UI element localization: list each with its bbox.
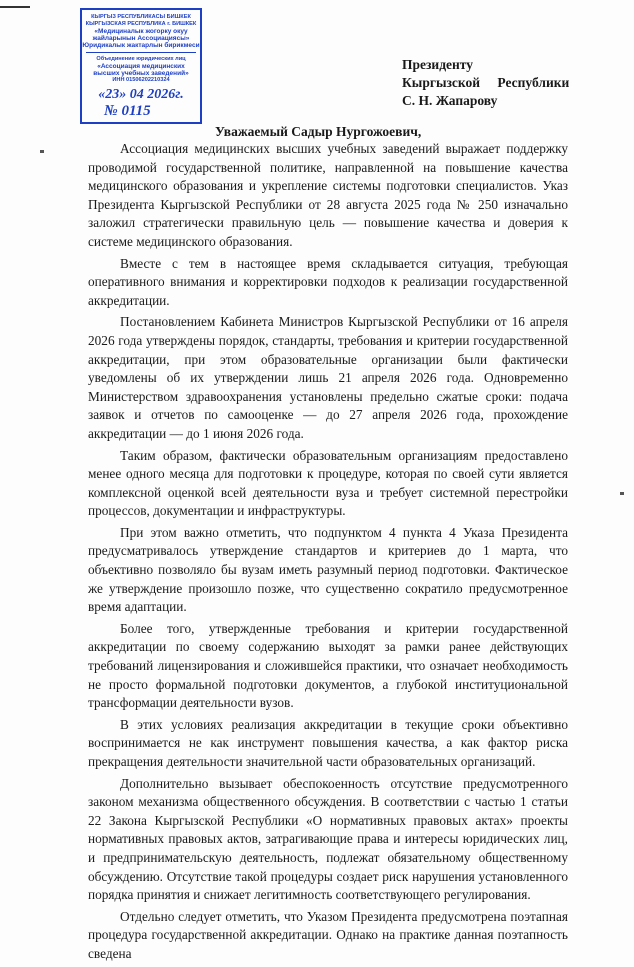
paragraph: Постановлением Кабинета Министров Кыргызской Республики от 16 апреля 2026 года утверждены порядок, стандарты, требования и критерии государственной аккредитации, при этом образовательные организации были фактически уведомлены об их утверждении лишь 21 апреля 2026 года. Одновременно Министерством здравоохранения установлены предельно сжатые сроки: подача заявок и отчетов по самооценке — до 27 апреля 2026 года, прохождение аккредитации — до 1 июня 2026 года. <box>88 314 568 441</box>
scan-speck <box>620 492 624 495</box>
paragraph: При этом важно отметить, что подпунктом 4 пункта 4 Указа Президента предусматривалось утверждение стандартов и критериев до 1 марта, что объективно позволяло бы вузам иметь разумный период подготовки. Фактическое же утверждение произошло позже, что существенно сократило предусмотренное время адаптации. <box>88 524 568 615</box>
stamp-divider <box>86 52 196 53</box>
addressee-block <box>402 56 569 110</box>
stamp-line: КЫРГЫЗ РЕСПУБЛИКАСЫ БИШКЕК <box>91 14 191 20</box>
stamp-line: высших учебных заведений» <box>93 70 189 77</box>
paragraph: Вместе с тем в настоящее время складывается ситуация, требующая оперативного внимания и корректировки подходов к реализации государственной аккредитации. <box>88 255 568 308</box>
addressee-country: Кыргызской Республики <box>402 75 570 90</box>
paragraph: Таким образом, фактически образовательным организациям предоставлено менее одного месяца для подготовки к процедуре, которая по своей сути является комплексной оценкой всей деятельности вуза и требует системной перестройки процессов, документации и инфраструктуры. <box>88 447 568 519</box>
letter-body <box>88 140 568 967</box>
stamp-line: ИНН 01506202210324 <box>112 77 170 83</box>
stamp-line: Юридикалык жактарлын бирикмеси <box>82 42 200 49</box>
scan-speck <box>40 150 44 153</box>
greeting: Уважаемый Садыр Нургожоевич, <box>215 124 422 139</box>
stamp-line: Объединение юридических лиц <box>96 56 186 62</box>
paragraph: Ассоциация медицинских высших учебных заведений выражает поддержку проводимой государственной политике, направленной на повышение качества медицинского образования и укрепление системы подготовки специалистов. Указ Президента Кыргызской Республики от 28 августа 2025 года № 250 изначально заложил стратегически правильную цель — повышение качества и доверия к системе медицинского образования. <box>88 141 568 249</box>
addressee-name: С. Н. Жапарову <box>402 93 498 108</box>
stamp-line: «Медициналык жогорку окуу <box>94 28 188 35</box>
addressee-title: Президенту <box>402 57 474 72</box>
scan-edge-mark <box>0 6 30 8</box>
paragraph: Более того, утвержденные требования и критерии государственной аккредитации по своему содержанию выходят за рамки ранее действующих требований лицензирования и сложившейся практики, что означает необходимость не просто формальной подготовки документов, а глубокой институциональной трансформации деятельности вузов. <box>88 620 568 711</box>
stamp-line: КЫРГЫЗСКАЯ РЕСПУБЛИКА г. БИШКЕК <box>85 21 197 27</box>
stamp-number: № 0115 <box>104 103 151 119</box>
registration-stamp <box>80 8 202 124</box>
paragraph: Отдельно следует отметить, что Указом Президента предусмотрена поэтапная процедура государственной аккредитации. Однако на практике данная поэтапность сведена <box>88 908 568 961</box>
stamp-line: «Ассоциация медицинских <box>97 63 185 70</box>
paragraph: В этих условиях реализация аккредитации в текущие сроки объективно воспринимается не как инструмент повышения качества, а как фактор риска прекращения деятельности значительной части образовательных организаций. <box>88 716 568 769</box>
stamp-line: жайларынын Ассоциациясы» <box>92 35 190 42</box>
paragraph: Дополнительно вызывает обеспокоенность отсутствие предусмотренного законом механизма общественного обсуждения. В соответствии с частью 1 статьи 22 Закона Кыргызской Республики «О нормативных правовых актах» проекты нормативных правовых актов, затрагивающие права и интересы юридических лиц, и предпринимательскую деятельность, подлежат обязательному общественному обсуждению. Отсутствие такой процедуры создает риск нарушения установленного порядка принятия и снижает легитимность соответствующего регулирования. <box>88 775 568 903</box>
stamp-date: «23» 04 2026г. <box>98 87 184 102</box>
